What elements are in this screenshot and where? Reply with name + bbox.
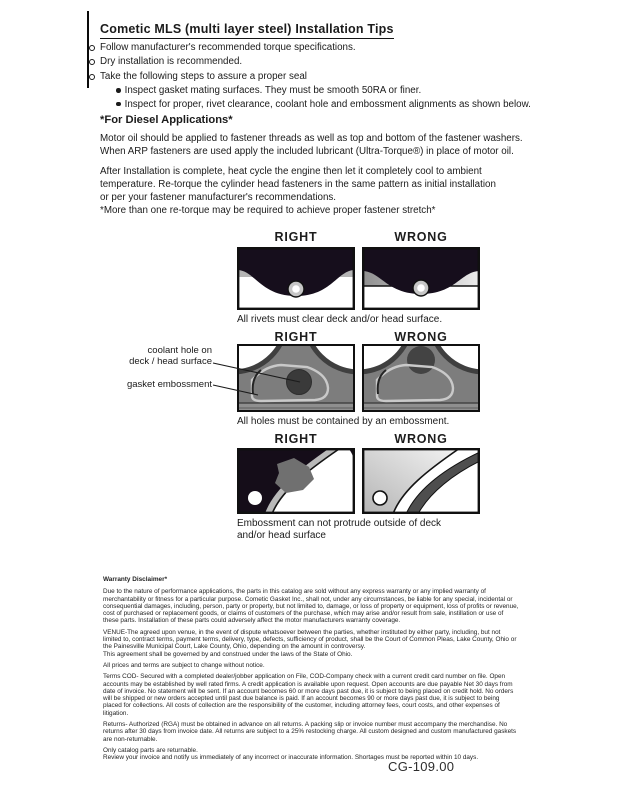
title-wrap: [100, 20, 394, 39]
row3-wrong-label: WRONG: [394, 432, 448, 446]
open-bullet-icon: [89, 59, 95, 65]
list-item: [89, 56, 531, 70]
row3-right-label: RIGHT: [274, 432, 318, 446]
annotation-line: deck / head surface: [129, 356, 212, 367]
row3-caption: [237, 518, 441, 541]
page-title: Cometic MLS (multi layer steel) Installation Tips: [100, 22, 394, 39]
legal-text: Review your invoice and notify us immediately of any incorrect or inaccurate information. Shortages must be reported within 10 days.: [103, 754, 479, 762]
retorque-note: *More than one re-torque may be required to achieve proper fastener stretch*: [100, 205, 436, 216]
paragraph-line: After Installation is complete, heat cycle the engine then let it completely cool to ambient: [100, 166, 482, 177]
paragraph-line: or per your fastener manufacturer's recommendations.: [100, 191, 337, 203]
legal-paragraph: Due to the nature of performance applications, the parts in this catalog are sold without any express warranty or any implied warranty of merchantability or fitness for a particular purpose. Cometic Gasket Inc., shall not, under any circumstances, be liable for any special, incidental or consequential damages, including, person, party or property, but not limited to, damage, or loss of property or equipment, loss of profits or revenue, cost of purchased or replacement goods, or claims of customers of the purchase, which may arise and/or result from sale, instillation or use of these parts. Installation of these parts could adversely affect the motor manufacturers warranty coverage.: [103, 588, 519, 625]
caption-line: Embossment can not protrude outside of deck: [237, 518, 442, 529]
row1-wrong-label: WRONG: [394, 230, 448, 244]
diesel-heading: *For Diesel Applications*: [100, 114, 233, 126]
legal-text: Only catalog parts are returnable.: [103, 746, 198, 754]
filled-bullet-icon: [116, 102, 121, 107]
paragraph-line: temperature. Re-torque the cylinder head fasteners in the same pattern as initial installation: [100, 178, 496, 190]
page-code: CG-109.00: [388, 759, 455, 774]
annotation-line: coolant hole on: [147, 345, 212, 356]
bullet-text: Follow manufacturer's recommended torque specifications.: [100, 42, 356, 53]
coolant-hole-annotation: [100, 345, 212, 367]
protrusion-right-diagram: [237, 448, 355, 514]
list-item: [89, 42, 531, 56]
diesel-paragraph-1: [100, 133, 523, 159]
embossment-right-diagram: [237, 344, 355, 412]
legal-paragraph: Terms COD- Secured with a completed dealer/jobber application on File, COD-Company check with a current credit card number on file. Open accounts may be established by well rated firms. A credit application is available upon request. Open accounts are due payable Net 30 days from date of invoice. No statement will be sent. If an account becomes 60 or more days past due, it is subject to being placed on credit hold. No orders will be shipped or new orders accepted until past due balance is paid. If an account becomes 90 or more days past due, it is subject to being placed for collections. All costs of collection are the responsibility of the customer, including attorney fees, court costs, and other expenses of litigation.: [103, 673, 514, 717]
bullet-text: Dry installation is recommended.: [100, 56, 243, 68]
list-item: [89, 99, 531, 112]
intro-bullet-list: [89, 42, 531, 112]
rivet-wrong-diagram: [362, 247, 480, 310]
list-item: [89, 85, 531, 98]
legal-text: VENUE-The agreed upon venue, in the event of dispute whatsoever between the parties, whether instituted by either party, including, but not limited to, contract terms, payment terms, delivery, type, defects, sufficiency of product, shall be the Court of Common Pleas, Lake County, Ohio or the Painesville Municipal Court, Lake County, Ohio, depending on the amount in controversy.: [103, 628, 517, 651]
paragraph-line: When ARP fasteners are used apply the included lubricant (Ultra-Torque®) in place of motor oil.: [100, 145, 514, 157]
list-item: [89, 71, 531, 85]
bullet-text: Inspect for proper, rivet clearance, coolant hole and embossment alignments as shown below.: [124, 98, 531, 110]
legal-paragraph: [103, 747, 520, 762]
diesel-paragraph-2: [100, 166, 496, 204]
row1-right-label: RIGHT: [274, 230, 318, 244]
bullet-text: Take the following steps to assure a proper seal: [100, 70, 307, 82]
row2-wrong-label: WRONG: [394, 330, 448, 344]
legal-paragraph: All prices and terms are subject to change without notice.: [103, 661, 265, 669]
filled-bullet-icon: [116, 88, 121, 93]
gasket-embossment-annotation: gasket embossment: [126, 379, 212, 390]
warranty-disclaimer-heading: Warranty Disclaimer*: [103, 576, 168, 583]
open-bullet-icon: [89, 74, 95, 80]
bullet-text: Inspect gasket mating surfaces. They must be smooth 50RA or finer.: [124, 85, 422, 97]
caption-line: and/or head surface: [237, 529, 326, 541]
rivet-right-diagram: [237, 247, 355, 310]
row2-caption: All holes must be contained by an embossment.: [237, 416, 450, 427]
legal-paragraph: [103, 629, 520, 658]
legal-text: This agreement shall be governed by and construed under the laws of the State of Ohio.: [103, 650, 353, 658]
legal-section: [103, 576, 520, 766]
legal-paragraph: Returns- Authorized (RGA) must be obtained in advance on all returns. A packing slip or invoice number must accompany the merchandise. No returns after 30 days from invoice date. All returns are subject to a 25% restocking charge. All custom designed and custom manufactured gaskets are non-returnable.: [103, 721, 517, 743]
open-bullet-icon: [89, 45, 95, 51]
protrusion-wrong-diagram: [362, 448, 480, 514]
paragraph-line: Motor oil should be applied to fastener threads as well as top and bottom of the fastener washers.: [100, 133, 523, 144]
embossment-wrong-diagram: [362, 344, 480, 412]
row2-right-label: RIGHT: [274, 330, 318, 344]
row1-caption: All rivets must clear deck and/or head surface.: [237, 314, 443, 325]
